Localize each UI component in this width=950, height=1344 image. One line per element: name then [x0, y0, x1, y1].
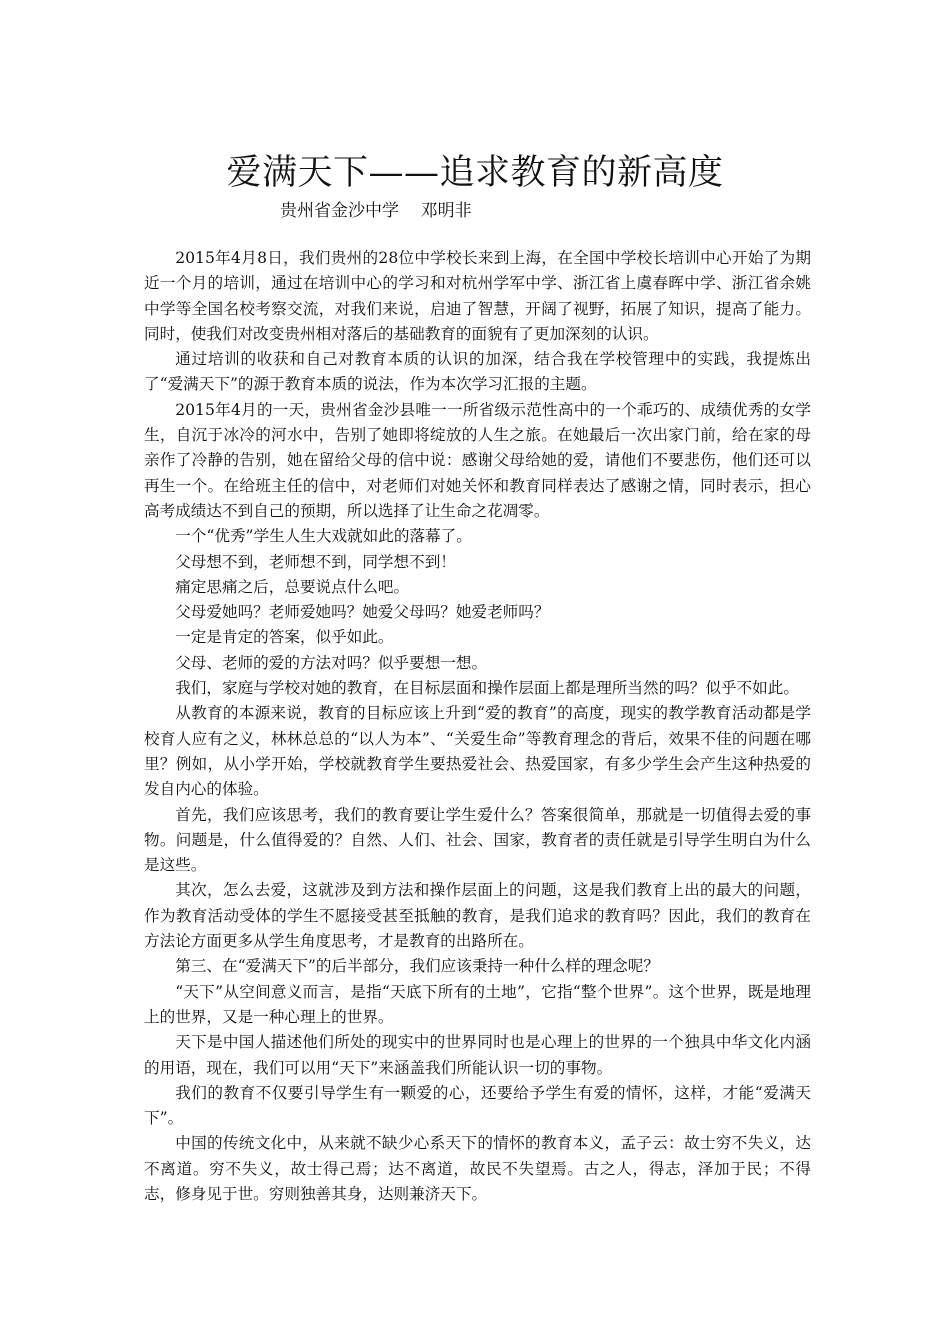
author-byline: 贵州省金沙中学 邓明非: [280, 201, 472, 221]
paragraph: 一个“优秀”学生人生大戏就如此的落幕了。: [175, 527, 472, 546]
paragraph: 痛定思痛之后，总要说点什么吧。: [175, 577, 410, 596]
paragraph: 通过培训的收获和自己对教育本质的认识的加深，结合我在学校管理中的实践，我提炼出了“爱满天下”的源于教育本质的说法，作为本次学习汇报的主题。: [144, 350, 811, 394]
paragraph: 中国的传统文化中，从来就不缺少心系天下的情怀的教育本义，孟子云：故士穷不失义，达不离道。穷不失义，故士得己焉；达不离道，故民不失望焉。古之人，得志，泽加于民；不得志，修身见于世。穷则独善其身，达则兼济天下。: [144, 1134, 811, 1203]
paragraph: 我们，家庭与学校对她的教育，在目标层面和操作层面上都是理所当然的吗？似乎不如此。: [175, 679, 799, 698]
paragraph: 第三、在“爱满天下”的后半部分，我们应该秉持一种什么样的理念呢？: [175, 957, 659, 976]
paragraph: 天下是中国人描述他们所处的现实中的世界同时也是心理上的世界的一个独具中华文化内涵的用语，现在，我们可以用“天下”来涵盖我们所能认识一切的事物。: [144, 1033, 811, 1077]
paragraph: 父母、老师的爱的方法对吗？似乎要想一想。: [175, 653, 488, 672]
document-body: [144, 246, 811, 1207]
paragraph: 我们的教育不仅要引导学生有一颗爱的心，还要给予学生有爱的情怀，这样，才能“爱满天下”。: [144, 1083, 811, 1128]
paragraph: 2015年4月8日，我们贵州的28位中学校长来到上海，在全国中学校长培训中心开始了为期近一个月的培训，通过在培训中心的学习和对杭州学军中学、浙江省上虞春晖中学、浙江省余姚中学等全国名校考察交流，对我们来说，启迪了智慧，开阔了视野，拓展了知识，提高了能力。同时，使我们对改变贵州相对落后的基础教育的面貌有了更加深刻的认识。: [144, 249, 811, 343]
paragraph: 2015年4月的一天，贵州省金沙县唯一一所省级示范性高中的一个乖巧的、成绩优秀的女学生，自沉于冰冷的河水中，告别了她即将绽放的人生之旅。在她最后一次出家门前，给在家的母亲作了冷静的告别，她在留给父母的信中说：感谢父母给她的爱，请他们不要悲伤，他们还可以再生一个。在给班主任的信中，对老师们对她关怀和教育同样表达了感谢之情，同时表示，担心高考成绩达不到自己的预期，所以选择了让生命之花凋零。: [144, 400, 811, 520]
paragraph: 首先，我们应该思考，我们的教育要让学生爱什么？答案很简单，那就是一切值得去爱的事物。问题是，什么值得爱的？自然、人们、社会、国家，教育者的责任就是引导学生明白为什么是这些。: [144, 805, 811, 875]
paragraph: “天下”从空间意义而言，是指“天底下所有的土地”，它指“整个世界”。这个世界，既是地理上的世界，又是一种心理上的世界。: [144, 982, 811, 1026]
paragraph: 父母想不到，老师想不到，同学想不到！: [175, 552, 456, 571]
paragraph: 一定是肯定的答案，似乎如此。: [175, 628, 394, 647]
paragraph: 父母爱她吗？老师爱她吗？她爱父母吗？她爱老师吗？: [175, 603, 550, 622]
paragraph: 从教育的本源来说，教育的目标应该上升到“爱的教育”的高度，现实的教学教育活动都是学校育人应有之义，林林总总的“以人为本”、“关爱生命”等教育理念的背后，效果不佳的问题在哪里？例如，从小学开始，学校就教育学生要热爱社会、热爱国家，有多少学生会产生这种热爱的发自内心的体验。: [144, 704, 811, 799]
document-title: 爱满天下——追求教育的新高度: [226, 153, 724, 193]
paragraph: 其次，怎么去爱，这就涉及到方法和操作层面上的问题，这是我们教育上出的最大的问题，作为教育活动受体的学生不愿接受甚至抵触的教育，是我们追求的教育吗？因此，我们的教育在方法论方面更多从学生角度思考，才是教育的出路所在。: [144, 881, 811, 951]
